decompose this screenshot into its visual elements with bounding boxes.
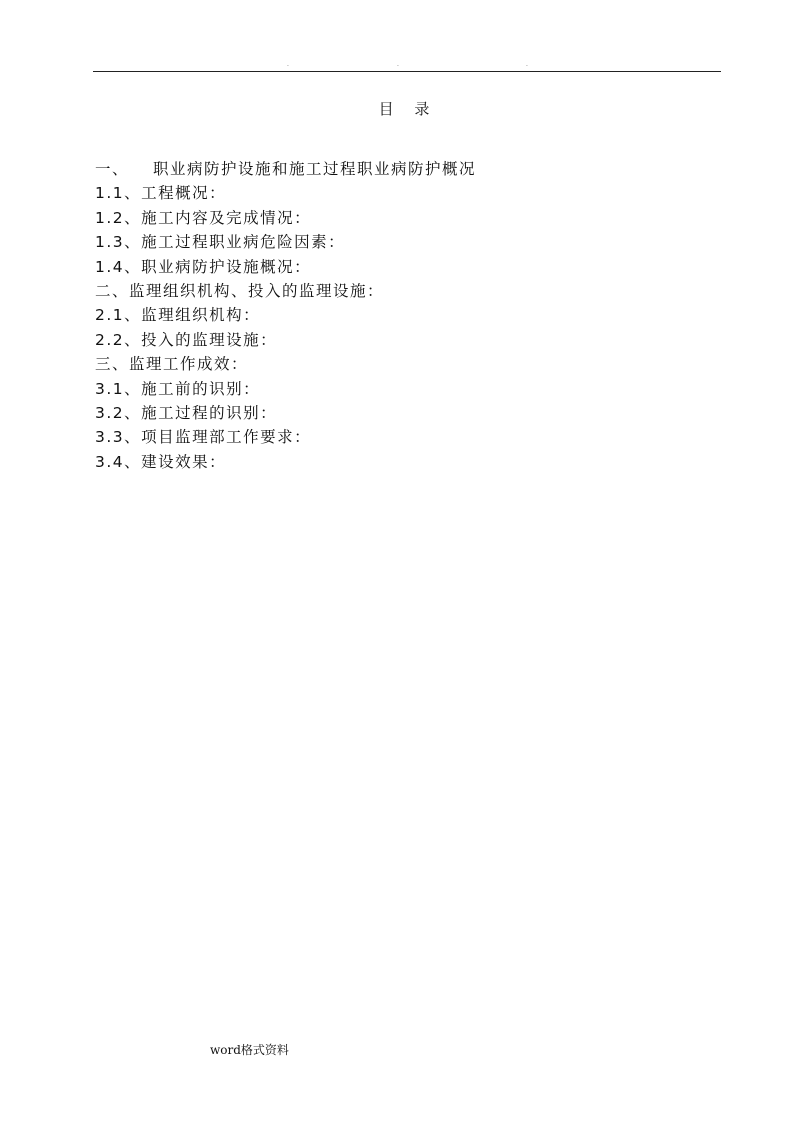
toc-entry-number: 3.1、 — [95, 379, 142, 398]
toc-entry[interactable] — [95, 425, 476, 449]
toc-entry-number: 2.1、 — [95, 306, 142, 325]
toc-entry[interactable] — [95, 450, 476, 474]
toc-entry[interactable] — [95, 279, 476, 303]
toc-entry-text: 施工内容及完成情况： — [141, 208, 312, 227]
toc-entry[interactable] — [95, 377, 476, 401]
toc-entry-number: 1.1、 — [95, 184, 142, 203]
footer-text: word格式资料 — [210, 1043, 289, 1057]
toc-entry-text: 监理组织机构、投入的监理设施： — [129, 281, 385, 300]
toc-entry-number: 一、 — [95, 160, 130, 178]
toc-entry-number: 2.2、 — [95, 330, 142, 349]
header-rule — [93, 71, 721, 72]
header-dot: . — [397, 61, 399, 68]
toc-entry[interactable] — [95, 401, 476, 425]
toc-entry-text: 职业病防护设施和施工过程职业病防护概况 — [153, 160, 477, 178]
toc-entry[interactable] — [95, 352, 476, 376]
toc-entry-text: 建设效果： — [141, 452, 227, 471]
toc-entry-text: 工程概况： — [141, 184, 227, 203]
toc-entry[interactable] — [95, 230, 476, 254]
toc-entry-number: 1.2、 — [95, 208, 142, 227]
toc-entry-text: 职业病防护设施概况： — [141, 257, 312, 276]
toc-entry[interactable] — [95, 255, 476, 279]
toc-entry[interactable] — [95, 303, 476, 327]
toc-entry-text: 监理工作成效： — [129, 355, 249, 374]
toc-entry-text: 施工前的识别： — [141, 379, 261, 398]
toc-title: 目 录 — [378, 100, 438, 118]
toc-entry[interactable] — [95, 157, 476, 181]
table-of-contents — [95, 157, 476, 474]
toc-entry[interactable] — [95, 181, 476, 205]
toc-entry-number: 二、 — [95, 281, 130, 300]
toc-entry-text: 投入的监理设施： — [141, 330, 278, 349]
toc-entry-number: 3.2、 — [95, 403, 142, 422]
toc-entry-text: 项目监理部工作要求： — [141, 428, 312, 447]
toc-entry-number: 1.3、 — [95, 233, 142, 252]
toc-entry[interactable] — [95, 328, 476, 352]
toc-entry[interactable] — [95, 206, 476, 230]
toc-entry-text: 施工过程职业病危险因素： — [141, 233, 346, 252]
header-dot: . — [526, 61, 528, 68]
header-dot: . — [287, 61, 289, 68]
toc-entry-text: 监理组织机构： — [141, 306, 261, 325]
toc-entry-number: 3.4、 — [95, 452, 142, 471]
toc-entry-text: 施工过程的识别： — [141, 403, 278, 422]
toc-entry-number: 1.4、 — [95, 257, 142, 276]
toc-entry-number: 三、 — [95, 355, 130, 374]
toc-entry-number: 3.3、 — [95, 428, 142, 447]
